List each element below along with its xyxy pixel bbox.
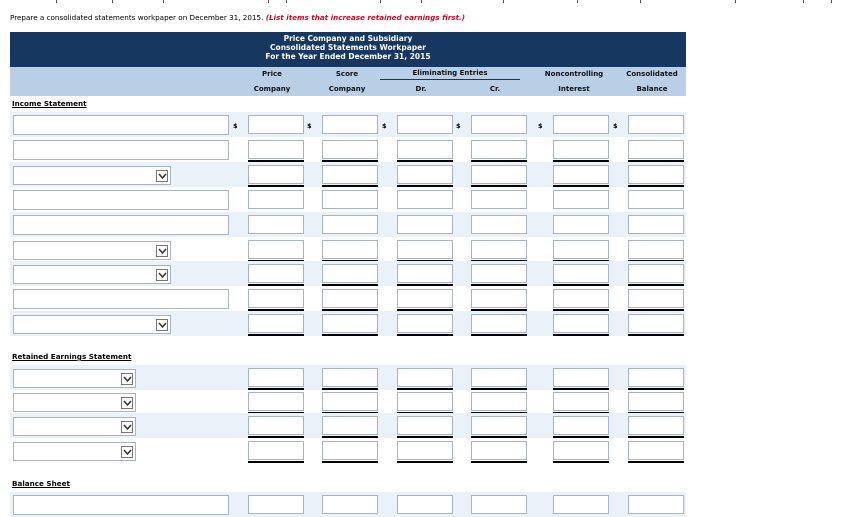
amount-input[interactable] (628, 416, 684, 435)
col-consolidated-line2: Balance (636, 85, 668, 93)
subtotal-underline (553, 388, 609, 390)
amount-input[interactable] (471, 441, 527, 460)
amount-input[interactable] (471, 368, 527, 387)
account-dropdown[interactable] (13, 369, 136, 388)
amount-input[interactable] (471, 495, 527, 514)
col-consolidated-line1: Consolidated (626, 70, 678, 78)
amount-input[interactable] (248, 264, 304, 283)
amount-input[interactable] (471, 289, 527, 308)
amount-input[interactable] (628, 495, 684, 514)
amount-input[interactable] (628, 264, 684, 283)
amount-input[interactable] (471, 140, 527, 159)
amount-input[interactable] (471, 190, 527, 209)
amount-input[interactable] (248, 416, 304, 435)
currency-symbol: $ (382, 122, 387, 130)
amount-input[interactable] (397, 314, 453, 333)
currency-symbol: $ (233, 122, 238, 130)
subtotal-underline (397, 436, 453, 438)
amount-input[interactable] (553, 215, 609, 234)
amount-input[interactable] (553, 190, 609, 209)
amount-input[interactable] (322, 392, 378, 411)
amount-input[interactable] (397, 495, 453, 514)
amount-input[interactable] (322, 314, 378, 333)
amount-input[interactable] (471, 240, 527, 259)
section-retained-earnings-statement: Retained Earnings Statement (12, 352, 132, 361)
amount-input[interactable] (628, 392, 684, 411)
amount-input[interactable] (322, 441, 378, 460)
subtotal-underline (397, 284, 453, 286)
subtotal-underline (471, 436, 527, 438)
subtotal-underline (248, 284, 304, 286)
amount-input[interactable] (397, 140, 453, 159)
amount-input[interactable] (628, 289, 684, 308)
subtotal-underline (322, 284, 378, 286)
amount-input[interactable] (248, 115, 304, 134)
amount-input[interactable] (471, 215, 527, 234)
account-dropdown[interactable] (13, 315, 171, 334)
subtotal-underline (628, 284, 684, 286)
amount-input[interactable] (322, 289, 378, 308)
subtotal-underline (471, 388, 527, 390)
amount-input[interactable] (397, 165, 453, 184)
account-label-input[interactable] (13, 115, 229, 135)
subtotal-underline (471, 461, 527, 463)
subtotal-underline (322, 334, 378, 336)
section-balance-sheet: Balance Sheet (12, 479, 70, 488)
col-dr: Dr. (415, 85, 427, 93)
chevron-down-icon[interactable] (156, 319, 168, 331)
subtotal-underline (471, 185, 527, 187)
amount-input[interactable] (397, 115, 453, 134)
amount-input[interactable] (397, 392, 453, 411)
amount-input[interactable] (397, 240, 453, 259)
col-cr: Cr. (489, 85, 501, 93)
subtotal-underline (322, 436, 378, 438)
amount-input[interactable] (322, 416, 378, 435)
amount-input[interactable] (553, 416, 609, 435)
amount-input[interactable] (322, 240, 378, 259)
amount-input[interactable] (397, 215, 453, 234)
amount-input[interactable] (628, 240, 684, 259)
account-label-input[interactable] (13, 190, 229, 210)
col-price-line2: Company (253, 85, 291, 93)
amount-input[interactable] (471, 165, 527, 184)
currency-symbol: $ (538, 122, 543, 130)
amount-input[interactable] (322, 495, 378, 514)
subtotal-underline (553, 461, 609, 463)
col-noncontrolling-line1: Noncontrolling (544, 70, 604, 78)
subtotal-underline (628, 185, 684, 187)
col-eliminating-entries: Eliminating Entries (412, 69, 488, 77)
amount-input[interactable] (248, 441, 304, 460)
amount-input[interactable] (553, 165, 609, 184)
amount-input[interactable] (322, 368, 378, 387)
amount-input[interactable] (471, 416, 527, 435)
amount-input[interactable] (248, 190, 304, 209)
amount-input[interactable] (471, 115, 527, 134)
period-title: For the Year Ended December 31, 2015 (265, 52, 431, 61)
subtotal-underline (248, 334, 304, 336)
subtotal-underline (248, 185, 304, 187)
amount-input[interactable] (248, 140, 304, 159)
chevron-down-icon[interactable] (156, 269, 168, 281)
amount-input[interactable] (553, 495, 609, 514)
amount-input[interactable] (628, 165, 684, 184)
amount-input[interactable] (322, 215, 378, 234)
amount-input[interactable] (322, 190, 378, 209)
amount-input[interactable] (248, 240, 304, 259)
workpaper-title: Consolidated Statements Workpaper (270, 43, 426, 52)
subtotal-underline (553, 185, 609, 187)
amount-input[interactable] (248, 495, 304, 514)
subtotal-underline (553, 436, 609, 438)
amount-input[interactable] (553, 392, 609, 411)
subtotal-underline (397, 334, 453, 336)
instructions-highlight: (List items that increase retained earnings first.) (265, 13, 466, 22)
subtotal-underline (322, 461, 378, 463)
col-price-line1: Price (262, 70, 282, 78)
amount-input[interactable] (553, 314, 609, 333)
subtotal-underline (397, 185, 453, 187)
amount-input[interactable] (248, 392, 304, 411)
amount-input[interactable] (322, 165, 378, 184)
account-dropdown[interactable] (13, 241, 171, 260)
amount-input[interactable] (628, 190, 684, 209)
amount-input[interactable] (628, 368, 684, 387)
amount-input[interactable] (553, 264, 609, 283)
subtotal-underline (322, 388, 378, 390)
amount-input[interactable] (628, 140, 684, 159)
section-income-statement: Income Statement (12, 99, 87, 108)
chevron-down-icon[interactable] (121, 446, 133, 458)
amount-input[interactable] (248, 368, 304, 387)
subtotal-underline (628, 461, 684, 463)
subtotal-underline (248, 388, 304, 390)
chevron-down-icon[interactable] (121, 421, 133, 433)
amount-input[interactable] (397, 289, 453, 308)
subtotal-underline (248, 436, 304, 438)
account-dropdown[interactable] (13, 265, 171, 284)
subtotal-underline (628, 334, 684, 336)
instructions-text: Prepare a consolidated statements workpaper on December 31, 2015. (10, 13, 264, 22)
amount-input[interactable] (397, 264, 453, 283)
subtotal-underline (397, 461, 453, 463)
account-dropdown[interactable] (13, 393, 136, 412)
top-edge-ticks (0, 0, 864, 4)
account-label-input[interactable] (13, 289, 229, 309)
col-score-line1: Score (335, 70, 359, 78)
col-noncontrolling-line2: Interest (558, 85, 590, 93)
subtotal-underline (471, 284, 527, 286)
subtotal-underline (322, 185, 378, 187)
chevron-down-icon[interactable] (121, 397, 133, 409)
amount-input[interactable] (471, 392, 527, 411)
eliminating-entries-underline (380, 79, 520, 80)
currency-symbol: $ (456, 122, 461, 130)
amount-input[interactable] (628, 115, 684, 134)
amount-input[interactable] (397, 368, 453, 387)
amount-input[interactable] (248, 314, 304, 333)
chevron-down-icon[interactable] (156, 245, 168, 257)
chevron-down-icon[interactable] (156, 170, 168, 182)
amount-input[interactable] (553, 368, 609, 387)
account-dropdown[interactable] (13, 442, 136, 461)
amount-input[interactable] (471, 264, 527, 283)
amount-input[interactable] (628, 441, 684, 460)
currency-symbol: $ (307, 122, 312, 130)
amount-input[interactable] (248, 289, 304, 308)
account-label-input[interactable] (13, 140, 229, 160)
currency-symbol: $ (613, 122, 618, 130)
amount-input[interactable] (471, 314, 527, 333)
subtotal-underline (471, 334, 527, 336)
col-score-line2: Company (328, 85, 366, 93)
amount-input[interactable] (397, 416, 453, 435)
amount-input[interactable] (553, 441, 609, 460)
account-dropdown[interactable] (13, 417, 136, 436)
amount-input[interactable] (248, 165, 304, 184)
subtotal-underline (628, 436, 684, 438)
instructions (10, 13, 465, 22)
chevron-down-icon[interactable] (121, 373, 133, 385)
amount-input[interactable] (397, 441, 453, 460)
amount-input[interactable] (553, 140, 609, 159)
amount-input[interactable] (553, 289, 609, 308)
amount-input[interactable] (628, 215, 684, 234)
account-label-input[interactable] (13, 215, 229, 235)
amount-input[interactable] (553, 240, 609, 259)
subtotal-underline (628, 388, 684, 390)
subtotal-underline (553, 334, 609, 336)
subtotal-underline (397, 388, 453, 390)
amount-input[interactable] (248, 215, 304, 234)
amount-input[interactable] (322, 140, 378, 159)
amount-input[interactable] (322, 115, 378, 134)
account-dropdown[interactable] (13, 166, 171, 185)
company-title: Price Company and Subsidiary (283, 34, 413, 43)
amount-input[interactable] (322, 264, 378, 283)
subtotal-underline (553, 284, 609, 286)
amount-input[interactable] (397, 190, 453, 209)
amount-input[interactable] (628, 314, 684, 333)
amount-input[interactable] (553, 115, 609, 134)
account-label-input[interactable] (13, 495, 229, 515)
subtotal-underline (248, 461, 304, 463)
